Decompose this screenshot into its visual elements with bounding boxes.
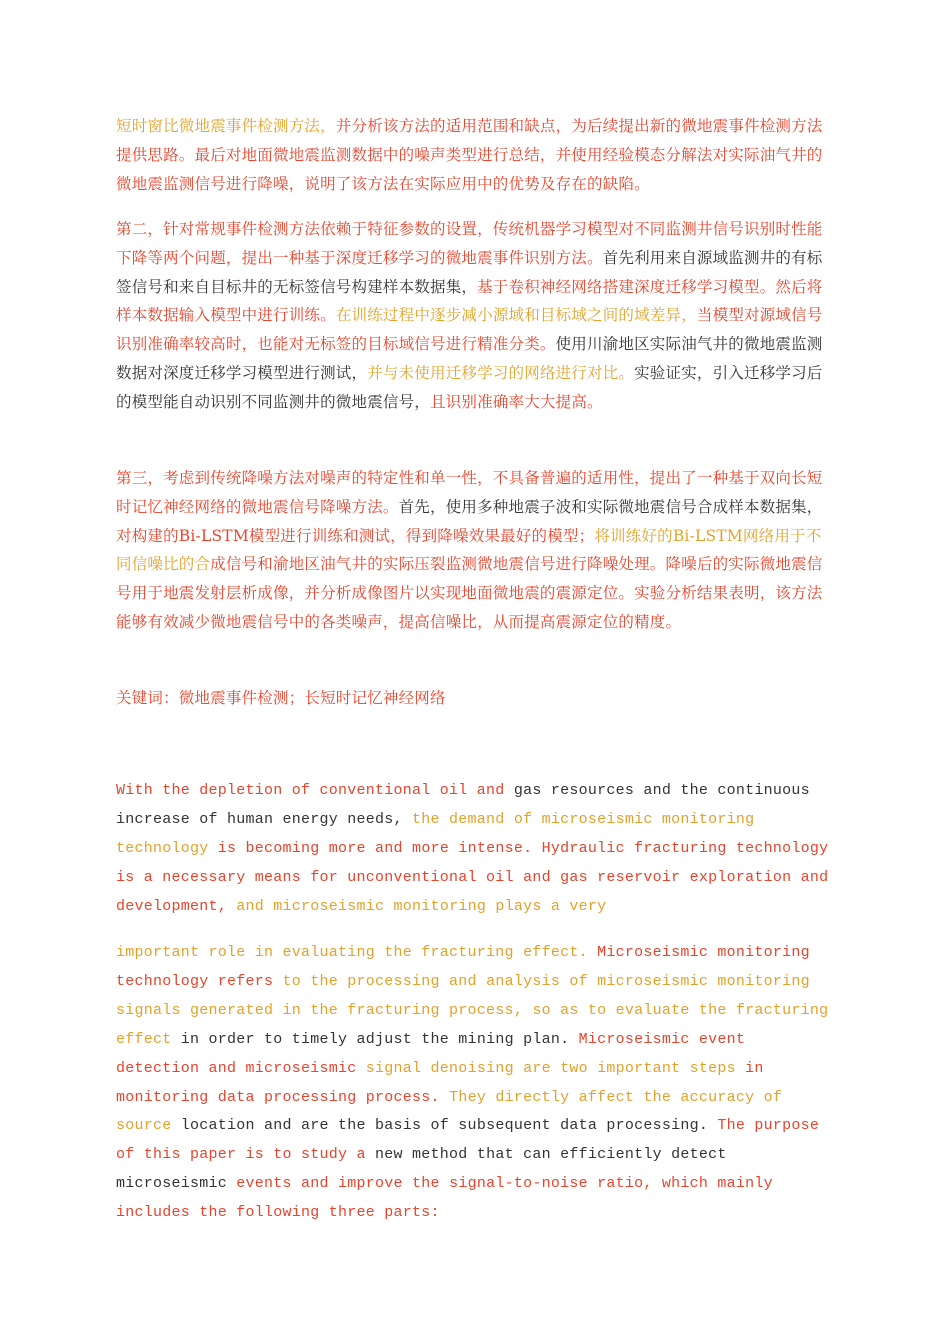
text-run: gas resources and the continuous increase of human energy needs, <box>116 782 810 828</box>
text-run: 基于卷积神经网络搭建深度迁移学习模型。然后将样本数据输入模型中进行训练。 <box>116 277 823 325</box>
text-run: new method that can efficiently detect microseismic <box>116 1146 727 1193</box>
text-run: 实验证实，引入迁移学习后的模型能自动识别不同监测井的微地震信号， <box>116 363 823 411</box>
text-run: 将训练好的Bi-LSTM网络用于不同信噪比的合 <box>116 526 822 574</box>
text-run: to the processing and analysis of microseismic monitoring signals generated in the fracturing process, <box>116 972 810 1019</box>
text-run: in order to timely adjust the mining plan. <box>180 1030 579 1048</box>
abstract-en-paragraph-1 <box>116 777 836 922</box>
text-run: in monitoring data processing process. <box>116 1059 764 1106</box>
text-run: Microseismic event detection and microseismic <box>116 1030 746 1077</box>
text-run: so as to evaluate the fracturing effect <box>116 1001 829 1048</box>
text-run: They directly affect the accuracy of source <box>116 1088 783 1135</box>
text-run: 在训练过程中逐步减小源域和目标域之间的域差异， <box>335 306 697 325</box>
text-run: 且识别准确率大大提高。 <box>430 392 603 411</box>
text-run: With the depletion of conventional oil and <box>116 782 514 799</box>
text-run: and microseismic monitoring plays a very <box>236 897 607 915</box>
text-run: 并分析该方法的适用范围和缺点，为后续提出新的微地震事件检测方法提供思路。最后对地面微地震监测数据中的噪声类型进行总结，并使用经验模态分解法对实际油气井的微地震监测信号进行降噪，说明了该方法在实际应用中的优势及存在的缺陷。 <box>116 117 823 193</box>
text-run: The purpose of this paper is to study a <box>116 1117 820 1164</box>
text-run: is becoming more and more intense. Hydraulic fracturing technology is a necessary means for unconventional oil and gas reservoir exploration and development, <box>116 839 829 915</box>
text-run: 短时窗比微地震事件检测方法， <box>116 117 336 135</box>
text-run: 第三，考虑到传统降噪方法对噪声的特定性和单一性，不具备普遍的适用性，提出了一种基于双向长短时记忆神经网络的微地震信号降噪方法。 <box>116 469 823 516</box>
text-run: 关键词：微地震事件检测；长短时记忆神经网络 <box>116 689 446 707</box>
abstract-zh-paragraph-3 <box>116 464 828 637</box>
text-run: events and improve the signal-to-noise ratio, which mainly includes the following three parts: <box>116 1175 773 1222</box>
text-run: 对构建的Bi-LSTM模型进行训练和测试，得到降噪效果最好的模型； <box>116 526 595 545</box>
abstract-zh-paragraph-1 <box>116 112 828 198</box>
abstract-zh-paragraph-2 <box>116 215 828 417</box>
text-run: 第二，针对常规事件检测方法依赖于特征参数的设置，传统机器学习模型对不同监测井信号识别时性能下降等两个问题，提出一种基于深度迁移学习的微地震事件识别方法。 <box>116 220 823 267</box>
text-run: the demand of microseismic monitoring technology <box>116 810 755 857</box>
text-run: 并与未使用迁移学习的网络进行对比。 <box>367 363 635 382</box>
text-run: 首先，使用多种地震子波和实际微地震信号合成样本数据集， <box>398 497 823 516</box>
text-run: important role in evaluating the fracturing effect. <box>116 944 598 961</box>
text-run: location and are the basis of subsequent data processing. <box>180 1117 718 1135</box>
text-run: Microseismic monitoring technology refers <box>116 944 810 990</box>
text-run: 当模型对源域信号识别准确率较高时，也能对无标签的目标域信号进行精准分类。 <box>116 306 823 354</box>
text-run: 成信号和渝地区油气井的实际压裂监测微地震信号进行降噪处理。降噪后的实际微地震信号用于地震发射层析成像，并分析成像图片以实现地面微地震的震源定位。实验分析结果表明，该方法能够有效减少微地震信号中的各类噪声，提高信噪比，从而提高震源定位的精度。 <box>116 555 823 631</box>
keywords-line <box>116 684 828 713</box>
abstract-en-paragraph-2 <box>116 939 836 1228</box>
text-run: 首先利用来自源域监测井的有标签信号和来自目标井的无标签信号构建样本数据集， <box>116 248 823 296</box>
text-run: signal denoising are two important steps <box>365 1059 746 1077</box>
text-run: 使用川渝地区实际油气井的微地震监测数据对深度迁移学习模型进行测试， <box>116 335 823 382</box>
